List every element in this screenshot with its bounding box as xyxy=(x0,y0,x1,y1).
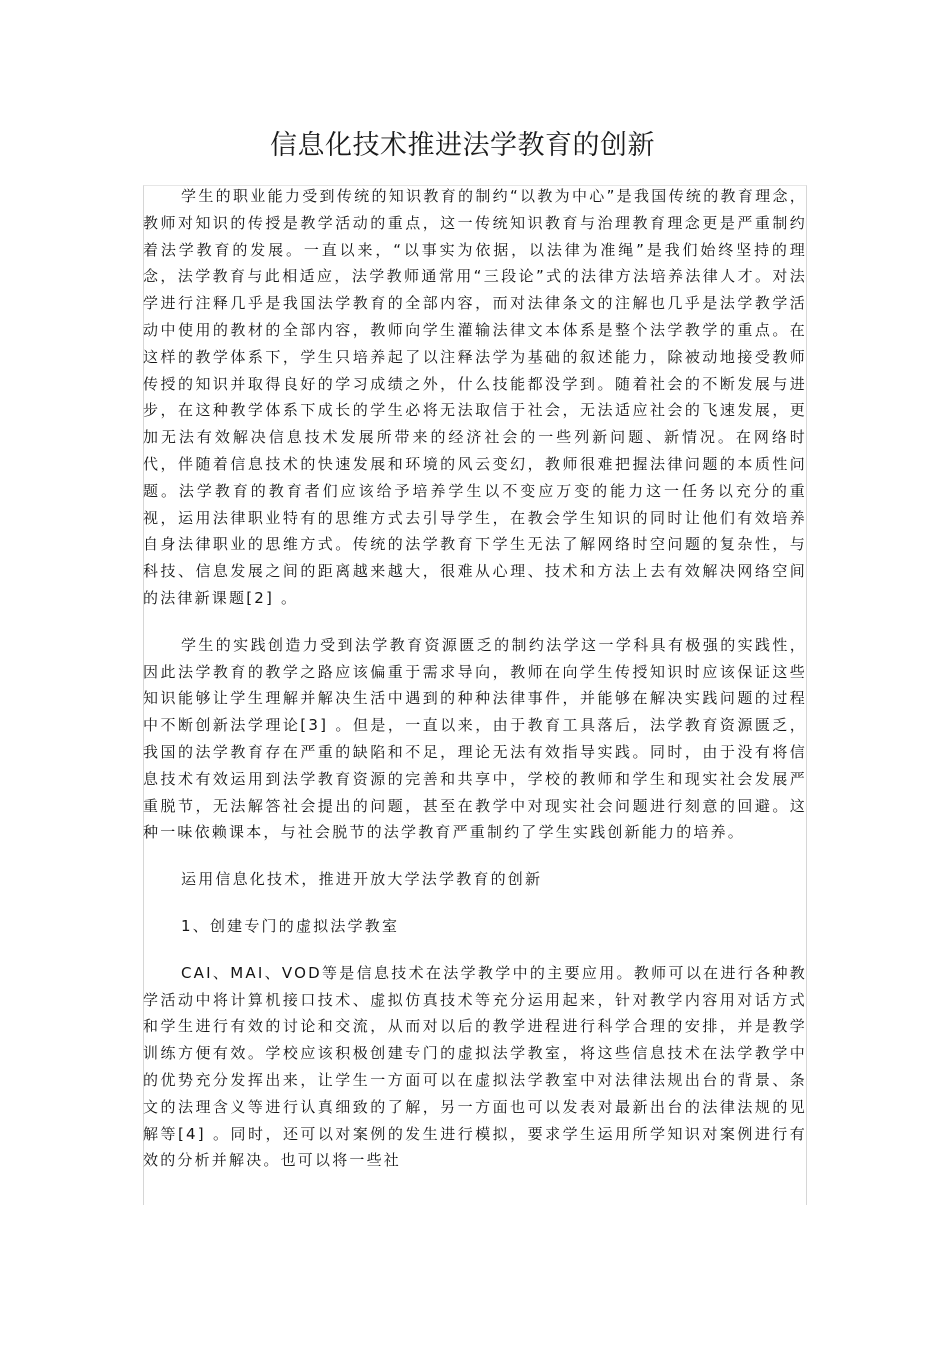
document-title: 信息化技术推进法学教育的创新 xyxy=(270,130,655,161)
paragraph-professional-ability: 学生的职业能力受到传统的知识教育的制约“以教为中心”是我国传统的教育理念，教师对知识的传授是教学活动的重点，这一传统知识教育与治理教育理念更是严重制约着法学教育的发展。一直以来，“以事实为依据，以法律为准绳”是我们始终坚持的理念，法学教育与此相适应，法学教师通常用“三段论”式的法律方法培养法律人才。对法学进行注释几乎是我国法学教育的全部内容，而对法律条文的注解也几乎是法学教学活动中使用的教材的全部内容，教师向学生灌输法律文本体系是整个法学教学的重点。在这样的教学体系下，学生只培养起了以注释法学为基础的叙述能力，除被动地接受教师传授的知识并取得良好的学习成绩之外，什么技能都没学到。随着社会的不断发展与进步，在这种教学体系下成长的学生必将无法取信于社会，无法适应社会的飞速发展，更加无法有效解决信息技术发展所带来的经济社会的一些列新问题、新情况。在网络时代，伴随着信息技术的快速发展和环境的风云变幻，教师很难把握法律问题的本质性问题。法学教育的教育者们应该给予培养学生以不变应万变的能力这一任务以充分的重视，运用法律职业特有的思维方式去引导学生，在教会学生知识的同时让他们有效培养自身法律职业的思维方式。传统的法学教育下学生无法了解网络时空问题的复杂性，与科技、信息发展之间的距离越来越大，很难从心理、技术和方法上去有效解决网络空间的法律新课题[2] 。 xyxy=(143,187,807,607)
document-body xyxy=(143,183,807,1174)
subsection-heading: 1、创建专门的虚拟法学教室 xyxy=(181,916,400,935)
paragraph-virtual-classroom: CAI、MAI、VOD等是信息技术在法学教学中的主要应用。教师可以在进行各种教学活动中将计算机接口技术、虚拟仿真技术等充分运用起来，针对教学内容用对话方式和学生进行有效的讨论和交流，从而对以后的教学进程进行科学合理的安排，并是教学训练方便有效。学校应该积极创建专门的虚拟法学教室，将这些信息技术在法学教学中的优势充分发挥出来，让学生一方面可以在虚拟法学教室中对法律法规出台的背景、条文的法理含义等进行认真细致的了解，另一方面也可以发表对最新出台的法律法规的见解等[4] 。同时，还可以对案例的发生进行模拟，要求学生运用所学知识对案例进行有效的分析并解决。也可以将一些社 xyxy=(143,963,807,1170)
paragraph-practical-creativity: 学生的实践创造力受到法学教育资源匮乏的制约法学这一学科具有极强的实践性，因此法学教育的教学之路应该偏重于需求导向，教师在向学生传授知识时应该保证这些知识能够让学生理解并解决生活中遇到的种种法律事件，并能够在解决实践问题的过程中不断创新法学理论[3] 。但是，一直以来，由于教育工具落后，法学教育资源匮乏，我国的法学教育存在严重的缺陷和不足，理论无法有效指导实践。同时，由于没有将信息技术有效运用到法学教育资源的完善和共享中，学校的教师和学生和现实社会发展严重脱节，无法解答社会提出的问题，甚至在教学中对现实社会问题进行刻意的回避。这种一味依赖课本，与社会脱节的法学教育严重制约了学生实践创新能力的培养。 xyxy=(143,635,807,842)
section-heading: 运用信息化技术，推进开放大学法学教育的创新 xyxy=(181,870,543,889)
